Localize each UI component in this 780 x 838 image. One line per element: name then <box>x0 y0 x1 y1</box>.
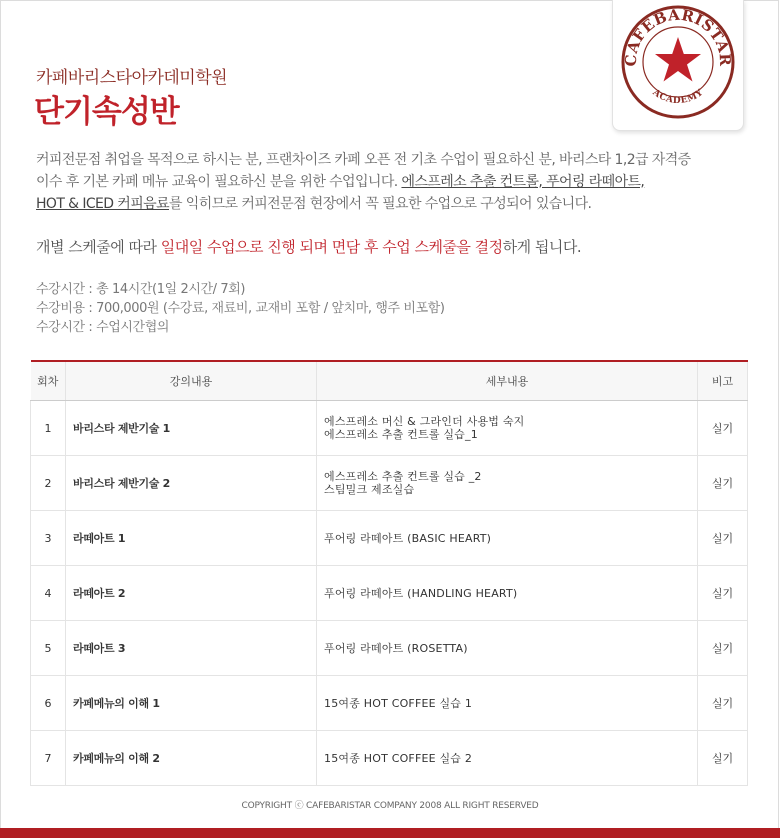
table-row <box>31 401 748 456</box>
row-no: 3 <box>31 511 66 566</box>
table-row <box>31 621 748 676</box>
row-note: 실기 <box>698 511 748 566</box>
star-icon <box>655 37 701 82</box>
row-no: 4 <box>31 566 66 621</box>
info-fee: 수강비용 : 700,000원 (수강료, 재료비, 교재비 포함 / 앞치마, 행주 비포함) <box>36 301 445 316</box>
intro-underline-2: HOT & ICED 커피음료 <box>36 196 169 212</box>
table-row <box>31 456 748 511</box>
row-note: 실기 <box>698 566 748 621</box>
logo-ring-text: CAFEBARISTAR <box>621 5 735 67</box>
table-header-row <box>31 361 748 401</box>
row-no: 6 <box>31 676 66 731</box>
header-lecture: 강의내용 <box>66 361 317 401</box>
header-note: 비고 <box>698 361 748 401</box>
row-no: 5 <box>31 621 66 676</box>
row-note: 실기 <box>698 731 748 786</box>
schedule-highlight: 일대일 수업으로 진행 되며 면담 후 수업 스케줄을 결정 <box>160 238 503 256</box>
table-row <box>31 731 748 786</box>
row-no: 1 <box>31 401 66 456</box>
row-note: 실기 <box>698 401 748 456</box>
copyright-text: COPYRIGHT ⓒ CAFEBARISTAR COMPANY 2008 ALL RIGHT RESERVED <box>241 801 539 811</box>
row-no: 2 <box>31 456 66 511</box>
row-details: 15여종 HOT COFFEE 실습 1 <box>317 676 698 731</box>
row-details: 에스프레소 머신 & 그라인더 사용법 숙지 에스프레소 추출 컨트롤 실습_1 <box>317 401 698 456</box>
row-lecture: 바리스타 제반기술 2 <box>66 456 317 511</box>
svg-text:ACADEMY <box>650 87 706 106</box>
intro-text <box>36 149 736 215</box>
row-note: 실기 <box>698 621 748 676</box>
row-lecture: 카페메뉴의 이해 2 <box>66 731 317 786</box>
schedule-note: 개별 스케줄에 따라 일대일 수업으로 진행 되며 면담 후 수업 스케줄을 결정하게 됩니다. <box>36 238 582 256</box>
curriculum-table <box>30 360 748 786</box>
row-lecture: 카페메뉴의 이해 1 <box>66 676 317 731</box>
row-details: 15여종 HOT COFFEE 실습 2 <box>317 731 698 786</box>
row-lecture: 라떼아트 2 <box>66 566 317 621</box>
row-details: 푸어링 라떼아트 (BASIC HEART) <box>317 511 698 566</box>
intro-line-1: 커피전문점 취업을 목적으로 하시는 분, 프랜차이즈 카페 오픈 전 기초 수업이 필요하신 분, 바리스타 1,2급 자격증 <box>36 152 691 168</box>
intro-line-3: HOT & ICED 커피음료를 익히므로 커피전문점 현장에서 꼭 필요한 수업으로 구성되어 있습니다. <box>36 196 592 212</box>
intro-line-2: 이수 후 기본 카페 메뉴 교육이 필요하신 분을 위한 수업입니다. 에스프레소 추출 컨트롤, 푸어링 라떼아트, <box>36 174 645 190</box>
row-lecture: 라떼아트 3 <box>66 621 317 676</box>
table-row <box>31 566 748 621</box>
course-info <box>36 280 445 337</box>
cafebaristar-logo <box>619 3 737 121</box>
row-no: 7 <box>31 731 66 786</box>
row-note: 실기 <box>698 456 748 511</box>
table-row <box>31 511 748 566</box>
info-time: 수강시간 : 수업시간협의 <box>36 320 170 335</box>
header-details: 세부내용 <box>317 361 698 401</box>
intro-underline-1: 에스프레소 추출 컨트롤, 푸어링 라떼아트, <box>401 174 645 190</box>
course-title: 단기속성반 <box>34 94 179 130</box>
row-lecture: 라떼아트 1 <box>66 511 317 566</box>
logo-sub-text: ACADEMY <box>650 87 706 107</box>
row-details: 에스프레소 추출 컨트롤 실습 _2 스팀밀크 제조실습 <box>317 456 698 511</box>
row-details: 푸어링 라떼아트 (HANDLING HEART) <box>317 566 698 621</box>
row-lecture: 바리스타 제반기술 1 <box>66 401 317 456</box>
footer-bar <box>0 828 780 838</box>
info-hours: 수강시간 : 총 14시간(1일 2시간/ 7회) <box>36 282 246 297</box>
logo-box <box>612 0 744 131</box>
header-session: 회차 <box>31 361 66 401</box>
row-note: 실기 <box>698 676 748 731</box>
row-details: 푸어링 라떼아트 (ROSETTA) <box>317 621 698 676</box>
table-row <box>31 676 748 731</box>
academy-name: 카페바리스타아카데미학원 <box>36 68 228 88</box>
